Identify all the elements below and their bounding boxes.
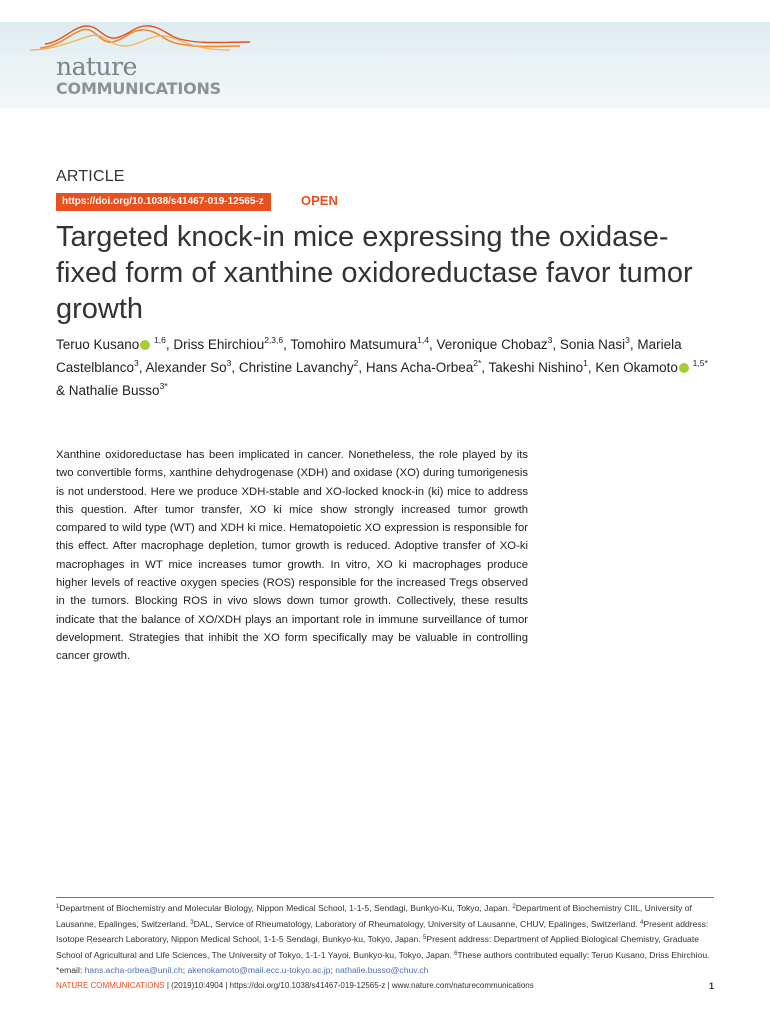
author-entry [56,337,166,352]
footnote-number: 6 [454,950,458,957]
logo-nature-text: nature [56,52,137,81]
author-name[interactable]: Veronique Chobaz [436,337,548,352]
author-entry [290,337,429,352]
author-name[interactable]: Sonia Nasi [559,337,626,352]
author-entry [239,360,359,375]
author-entry [366,360,481,375]
author-affiliation: 3 [134,358,139,368]
footnote-text: Department of Biochemistry CIIL, University of Lausanne, Epalinges, Switzerland. [56,903,692,929]
footnote-text: Department of Biochemistry and Molecular Biology, Nippon Medical School, 1-1-5, Sendagi, Bunkyo-Ku, Tokyo, Japan. [59,903,513,913]
author-affiliation: 3 [226,358,232,368]
author-name[interactable]: Mariela Castelblanco [56,337,682,375]
author-entry [437,337,553,352]
author-affiliation: 2,3,6 [264,335,284,345]
footnote-divider [56,897,714,898]
footnote-number: 2 [512,904,516,910]
author-entry [560,337,630,352]
author-affiliation: 3 [625,335,630,345]
author-name[interactable]: Nathalie Busso [68,383,160,398]
author-affiliation: 3 [547,335,553,345]
page-number: 1 [708,981,714,991]
author-name[interactable]: Ken Okamoto [595,360,678,375]
author-affiliation: 1,5* [692,358,708,368]
footnote-text: DAL, Service of Rheumatology, Laboratory of Rheumatology, University of Lausanne, CHUV, Epalinges, Switzerland. [193,918,641,929]
author-entry [146,360,232,375]
footnote-text: Present address: Department of Applied Biological Chemistry, Graduate School of Agricultural and Life Sciences, The University of Tokyo, 1-1-1 Yayoi, Bunkyo-ku, Tokyo, Japan. [56,934,699,960]
email-label: *email: [56,965,85,976]
page-footer [56,981,714,990]
open-access-label: OPEN [301,193,338,208]
author-list: Teruo Kusano $^{1,6}$, Driss Ehirchiou$^{2,3,6}$, Tomohiro Matsumura$^{1,4}$, Veronique Chobaz$^3$, Sonia Nasi$^3$, Mariela Castelblanco$^3$, Alexander So$^3$, Christine Lavanchy$^2$, Hans Acha-Orbea$^{2*}$, Takeshi Nishino$^1$, Ken Okamoto $^{1,5*}$ & Nathalie Busso$^{3*}$ [56,335,708,398]
footnote-number: 1 [56,904,60,910]
doi-link[interactable]: https://doi.org/10.1038/s41467-019-12565-z [56,193,271,211]
author-affiliation: 1,4 [417,335,429,345]
journal-masthead [0,22,770,108]
footnote-number: 5 [423,935,427,942]
footnote-number: 3 [190,919,194,926]
author-name[interactable]: Teruo Kusano [56,337,140,352]
footer-journal-name[interactable]: NATURE COMMUNICATIONS [56,981,165,990]
email-link[interactable]: nathalie.busso@chuv.ch [335,965,429,976]
author-name[interactable]: Tomohiro Matsumura [290,337,418,352]
abstract: Xanthine oxidoreductase has been implicated in cancer. Nonetheless, the role played by its two convertible forms, xanthine dehydrogenase (XDH) and oxidase (XO) during tumorigenesis is not understood. Here we produce XDH-stable and XO-locked knock-in (ki) mice to address this question. After tumor transfer, XO ki mice show strongly increased tumor growth compared to wild type (WT) and XDH ki mice. Hematopoietic XO expression is responsible for this effect. After macrophage depletion, tumor growth is reduced. Adoptive transfer of XO-ki macrophages in WT mice increases tumor growth. In vitro, XO ki macrophages produce higher levels of reactive oxygen species (ROS) responsible for the increased Tregs observed in the tumors. Blocking ROS in vivo slows down tumor growth. Collectively, these results indicate that the balance of XO/XDH plays an important role in immune surveillance of tumor development. Strategies that inhibit the XO form specifically may be valuable in controlling cancer growth. [56,449,528,663]
author-affiliation: 3* [159,381,168,391]
author-entry [595,360,707,375]
author-affiliation: 2* [473,358,482,368]
footnote-text: These authors contributed equally: Teruo Kusano, Driss Ehirchiou. [457,949,710,960]
email-link[interactable]: akenokamoto@mail.ecc.u-tokyo.ac.jp [187,965,331,976]
author-entry [69,383,168,398]
email-link[interactable]: hans.acha-orbea@unil.ch [84,965,183,976]
affiliation-footnotes [56,901,716,979]
logo-communications-text: COMMUNICATIONS [56,79,221,98]
footnote-list [56,903,710,960]
article-title: Targeted knock-in mice expressing the oxidase-fixed form of xanthine oxidoreductase favor tumor growth [56,221,693,325]
orcid-icon[interactable] [140,340,150,350]
article-type-label: ARTICLE [56,168,125,185]
author-name[interactable]: Alexander So [145,360,227,375]
author-affiliation: 1 [583,358,588,368]
author-name[interactable]: Christine Lavanchy [238,360,354,375]
footnote-number: 4 [640,919,644,926]
author-entry [489,360,588,375]
author-name[interactable]: Driss Ehirchiou [173,337,265,352]
email-list: hans.acha-orbea@unil.ch; akenokamoto@mail.ecc.u-tokyo.ac.jp; nathalie.busso@chuv.ch [84,965,429,976]
footer-citation: | (2019)10:4904 | https://doi.org/10.1038/s41467-019-12565-z | www.nature.com/naturecommunications [164,981,534,990]
author-name[interactable]: Hans Acha-Orbea [365,360,474,375]
author-affiliation: 2 [353,358,359,368]
footnote-text: Present address: Isotope Research Laboratory, Nippon Medical School, 1-1-5 Sendagi, Bunkyo-ku, Tokyo, Japan. [56,918,709,945]
author-entry [173,337,283,352]
author-name[interactable]: Takeshi Nishino [488,360,584,375]
orcid-icon[interactable] [679,363,689,373]
author-affiliation: 1,6 [154,335,166,345]
